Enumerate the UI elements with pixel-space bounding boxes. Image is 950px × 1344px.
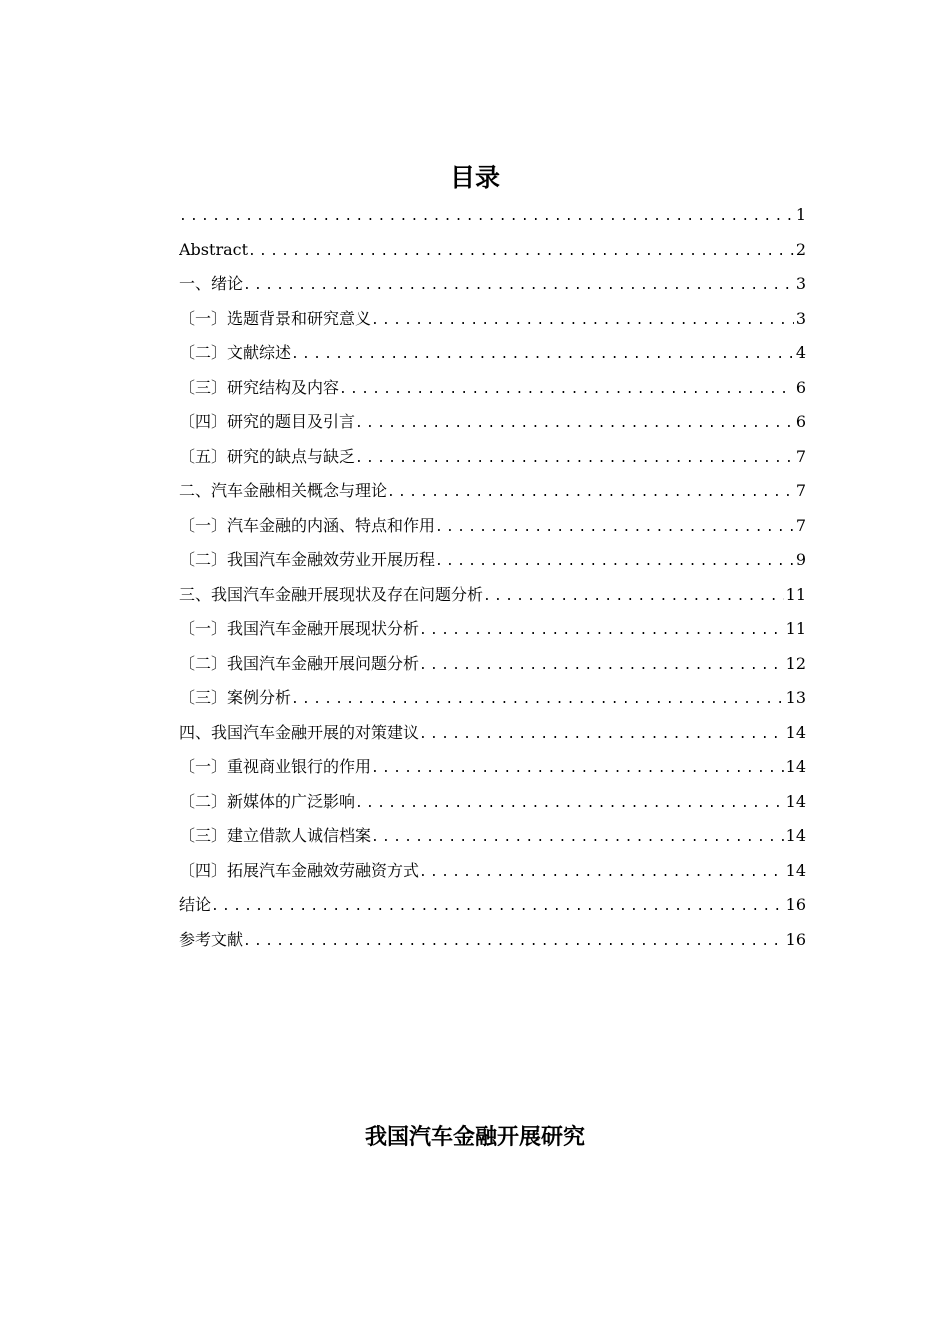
toc-entry-label: 一、绪论 [179,274,244,293]
dot-leader [371,752,784,785]
dot-leader [355,407,794,440]
dot-leader [435,511,794,544]
dot-leader [179,200,794,233]
toc-entry[interactable] [179,750,806,785]
dot-leader [243,925,784,958]
dot-leader [483,580,784,613]
toc-entry[interactable] [179,854,806,889]
toc-entry[interactable] [179,405,806,440]
toc-entry-page: 7 [795,481,806,500]
toc-entry-label: 〔二〕新媒体的广泛影响 [179,791,356,811]
dot-leader [419,614,784,647]
dot-leader [435,545,794,578]
toc-entry-label: 结论 [179,895,212,914]
toc-entry-page: 3 [795,274,806,293]
dot-leader [419,649,784,682]
toc-entry-page: 14 [785,826,806,845]
toc-entry-page: 11 [785,584,806,604]
dot-leader [371,304,794,337]
toc-entry-page: 14 [785,722,806,742]
toc-entry[interactable] [179,647,806,682]
toc-entry-label: Abstract [179,239,249,259]
dot-leader [355,442,794,475]
toc-entry[interactable] [179,543,806,578]
dot-leader [387,476,794,509]
toc-entry-label: 参考文献 [179,929,244,949]
toc-entry-page: 7 [795,446,806,466]
toc-entry-label: 二、汽车金融相关概念与理论 [179,481,388,500]
toc-entry[interactable] [179,233,806,268]
toc-entry[interactable] [179,716,806,751]
toc-entry-label: 三、我国汽车金融开展现状及存在问题分析 [179,584,484,604]
toc-entry[interactable] [179,198,806,233]
dot-leader [419,718,784,751]
toc-entry-page: 3 [795,308,806,328]
dot-leader [211,890,784,923]
toc-entry[interactable] [179,267,806,302]
toc-entry-label: 四、我国汽车金融开展的对策建议 [179,722,420,742]
toc-entry-page: 12 [785,653,806,673]
toc-entry[interactable] [179,888,806,923]
toc-entry-label: 〔一〕我国汽车金融开展现状分析 [179,619,420,638]
toc-entry-page: 9 [795,550,806,569]
dot-leader [339,373,794,406]
toc-entry-page: 6 [795,377,806,397]
toc-entry[interactable] [179,371,806,406]
toc-entry-label: 〔一〕重视商业银行的作用 [179,757,372,776]
toc-heading: 目录 [449,163,500,192]
toc-entry-page: 14 [785,791,806,811]
toc-entry[interactable] [179,336,806,371]
toc-entry[interactable] [179,509,806,544]
toc-entry[interactable] [179,612,806,647]
toc-entry[interactable] [179,681,806,716]
toc-entry-page: 14 [785,757,806,776]
toc-entry-page: 16 [785,929,806,949]
toc-entry[interactable] [179,302,806,337]
dot-leader [291,683,784,716]
toc-entry-label: 〔二〕我国汽车金融效劳业开展历程 [179,550,436,569]
toc-entry[interactable] [179,923,806,958]
toc-entry-page: 7 [795,515,806,535]
toc-entry-page: 6 [795,412,806,431]
toc-entry-page: 14 [785,860,806,880]
toc-entry-label: 〔四〕研究的题目及引言 [179,412,356,431]
toc-entry-label: 〔四〕拓展汽车金融效劳融资方式 [179,860,420,880]
table-of-contents [179,198,806,957]
dot-leader [248,235,794,268]
toc-entry-label: 〔二〕我国汽车金融开展问题分析 [179,653,420,673]
toc-entry[interactable] [179,578,806,613]
toc-entry-page: 11 [785,619,806,638]
dot-leader [419,856,784,889]
toc-entry-label: 〔一〕选题背景和研究意义 [179,308,372,328]
dot-leader [371,821,784,854]
toc-entry-label: 〔三〕建立借款人诚信档案 [179,826,372,845]
toc-entry[interactable] [179,785,806,820]
toc-entry-page: 16 [785,895,806,914]
dot-leader [355,787,784,820]
toc-entry-label: 〔一〕汽车金融的内涵、特点和作用 [179,515,436,535]
toc-entry-page: 2 [795,239,806,259]
toc-entry[interactable] [179,819,806,854]
toc-entry-page: 4 [795,343,806,362]
dot-leader [291,338,794,371]
toc-entry-page: 1 [795,205,806,224]
toc-entry-label: 〔五〕研究的缺点与缺乏 [179,446,356,466]
document-title: 我国汽车金融开展研究 [364,1125,585,1150]
toc-entry-label: 〔三〕研究结构及内容 [179,377,340,397]
toc-entry-label: 〔二〕文献综述 [179,343,292,362]
dot-leader [243,269,794,302]
toc-entry-label: 〔三〕案例分析 [179,688,292,707]
toc-entry-page: 13 [785,688,806,707]
toc-entry[interactable] [179,474,806,509]
toc-entry[interactable] [179,440,806,475]
